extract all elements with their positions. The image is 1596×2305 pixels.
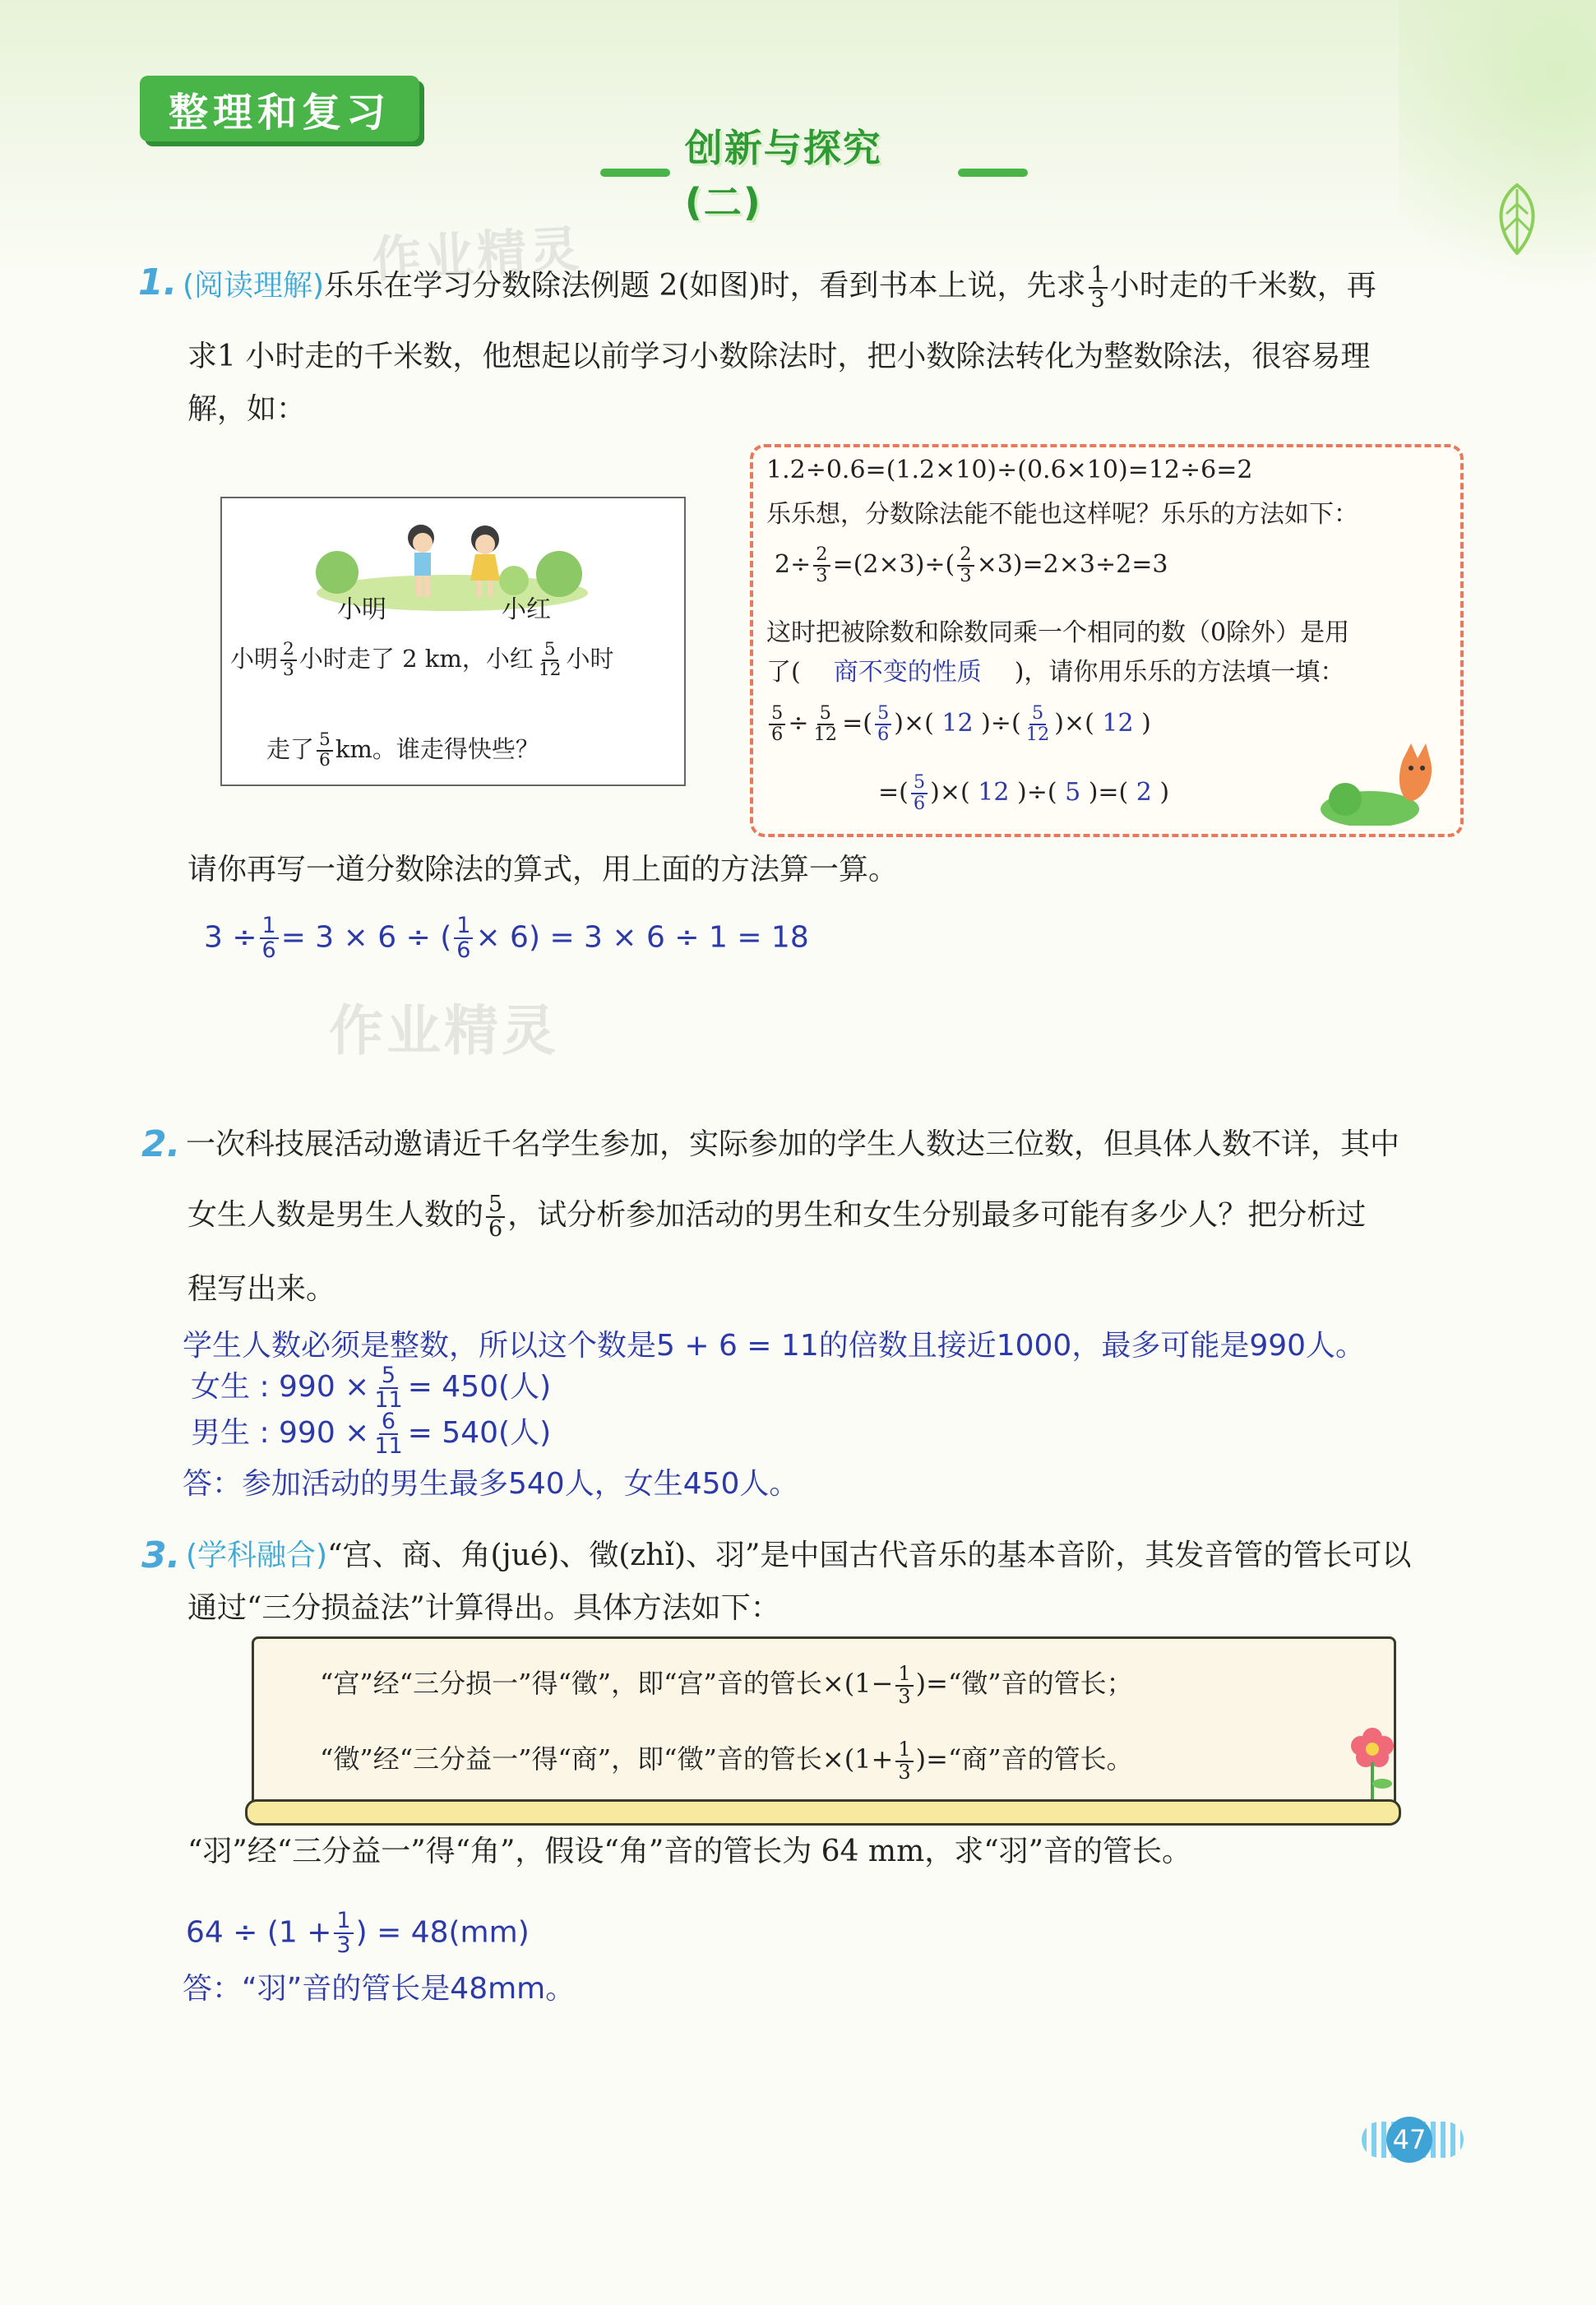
property-fill-line: 了( 商不变的性质 )，请你用乐乐的方法填一填： xyxy=(766,658,1345,687)
q2-line2: 女生人数是男生人数的 $\frac{5}{6}$ ，试分析参加活动的男生和女生分别最多可能有多少人？把分析过 xyxy=(187,1191,1367,1242)
name-xiaoming: 小明 xyxy=(337,595,386,624)
q2-number: 2. xyxy=(141,1123,181,1165)
q1-line3: 解，如： xyxy=(187,392,307,426)
leaf-icon xyxy=(1488,181,1546,255)
example-line1: 小明 $\frac{2}{3}$ 小时走了 2 km，小红 $\frac{5}{12}$ 小时 xyxy=(230,639,614,680)
fill-equation-line2: =( $\frac{5}{6}$ )×( 12 )÷( 5 )=( 2 ) xyxy=(878,771,1170,814)
flower-icon xyxy=(1339,1713,1405,1803)
fill-equation-line1: $\frac{5}{6}$ ÷ $\frac{5}{12}$ =( $\frac{5}{6}$ )×( 12 )÷( $\frac{5}{12}$ )×( 12 ) xyxy=(766,691,1151,757)
method-intro: 乐乐想，分数除法能不能也这样呢？乐乐的方法如下： xyxy=(766,500,1358,529)
q3-number: 3. xyxy=(141,1534,181,1576)
q1-line1 xyxy=(183,248,1498,324)
q1-line1-fraction: $\frac{1}{3}$ xyxy=(1089,264,1108,312)
banner-right-line xyxy=(958,169,1028,177)
q3-tag: (学科融合) xyxy=(186,1539,328,1572)
page-number-badge xyxy=(1332,2117,1488,2163)
name-xiaohong: 小红 xyxy=(502,595,551,624)
q1-line1-b: 小时走的千米数，再 xyxy=(1109,269,1376,303)
watermark-top: 作业精灵 xyxy=(370,220,584,289)
sub-banner xyxy=(600,126,1028,224)
q2-line3: 程写出来。 xyxy=(187,1272,336,1306)
example-line2: 走了 $\frac{5}{6}$ km。谁走得快些？ xyxy=(266,729,539,771)
answer-property: 商不变的性质 xyxy=(833,658,982,687)
q1-line2: 求1 小时走的千米数，他想起以前学习小数除法时，把小数除法转化为整数除法，很容易理 xyxy=(187,340,1371,373)
q1-number: 1. xyxy=(138,262,178,303)
scroll-line2: “徵”经“三分益一”得“商”，即“徵”音的管长×(1+ $\frac{1}{3}$ )=“商”音的管长。 xyxy=(320,1738,1133,1784)
q3-line1: (学科融合)“宫、商、角(jué)、徵(zhǐ)、羽”是中国古代音乐的基本音阶，其发音管的管长可以 xyxy=(186,1539,1412,1572)
q3-line2: 通过“三分损益法”计算得出。具体方法如下： xyxy=(187,1591,780,1625)
watermark-middle: 作业精灵 xyxy=(329,999,559,1062)
scroll-line1: “宫”经“三分损一”得“徵”，即“宫”音的管长×(1− $\frac{1}{3}$ )=“徵”音的管长； xyxy=(320,1662,1133,1708)
decimal-equation: 1.2÷0.6=(1.2×10)÷(0.6×10)=12÷6=2 xyxy=(766,456,1253,484)
banner-left-line xyxy=(600,169,670,177)
scroll-method-panel xyxy=(252,1636,1396,1821)
page-number: 47 xyxy=(1386,2117,1432,2163)
lele-method-box xyxy=(750,444,1464,837)
integer-example-equation: 2÷ $\frac{2}{3}$ =(2×3)÷( $\frac{2}{3}$ ×3)=2×3÷2=3 xyxy=(775,544,1168,586)
q2-line1: 一次科技展活动邀请近千名学生参加，实际参加的学生人数达三位数，但具体人数不详，其中 xyxy=(186,1127,1400,1161)
q3-question: “羽”经“三分益一”得“角”，假设“角”音的管长为 64 mm，求“羽”音的管长。 xyxy=(187,1835,1192,1868)
q2-answer-girls: 女生 : 990 × $\frac{5}{11}$ = 450(人) xyxy=(191,1362,552,1413)
method-explanation: 这时把被除数和除数同乘一个相同的数（0除外）是用 xyxy=(766,618,1350,647)
q1-answer: 3 ÷ $\frac{1}{6}$ = 3 × 6 ÷ ( $\frac{1}{6}$ × 6) = 3 × 6 ÷ 1 = 18 xyxy=(204,913,809,964)
q1-tag: (阅读理解) xyxy=(183,269,325,303)
q1-prompt: 请你再写一道分数除法的算式，用上面的方法算一算。 xyxy=(187,853,899,886)
q2-answer-conclusion: 答：参加活动的男生最多540人，女生450人。 xyxy=(183,1467,799,1501)
textbook-example-box xyxy=(220,497,686,786)
q3-answer-conclusion: 答：“羽”音的管长是48mm。 xyxy=(183,1972,576,2006)
fox-illustration xyxy=(1321,735,1452,826)
q3-answer-calc: 64 ÷ (1 + $\frac{1}{3}$ ) = 48(mm) xyxy=(186,1908,530,1959)
q2-answer-analysis: 学生人数必须是整数，所以这个数是5 + 6 = 11的倍数且接近1000，最多可能是990人。 xyxy=(183,1329,1366,1363)
sub-banner-text: 创新与探究(二) xyxy=(684,126,882,224)
q1-line1-a: 乐乐在学习分数除法例题 2(如图)时，看到书本上说，先求 xyxy=(324,269,1086,303)
q2-answer-boys: 男生 : 990 × $\frac{6}{11}$ = 540(人) xyxy=(191,1408,552,1459)
section-title-tag: 整理和复习 xyxy=(140,76,419,141)
